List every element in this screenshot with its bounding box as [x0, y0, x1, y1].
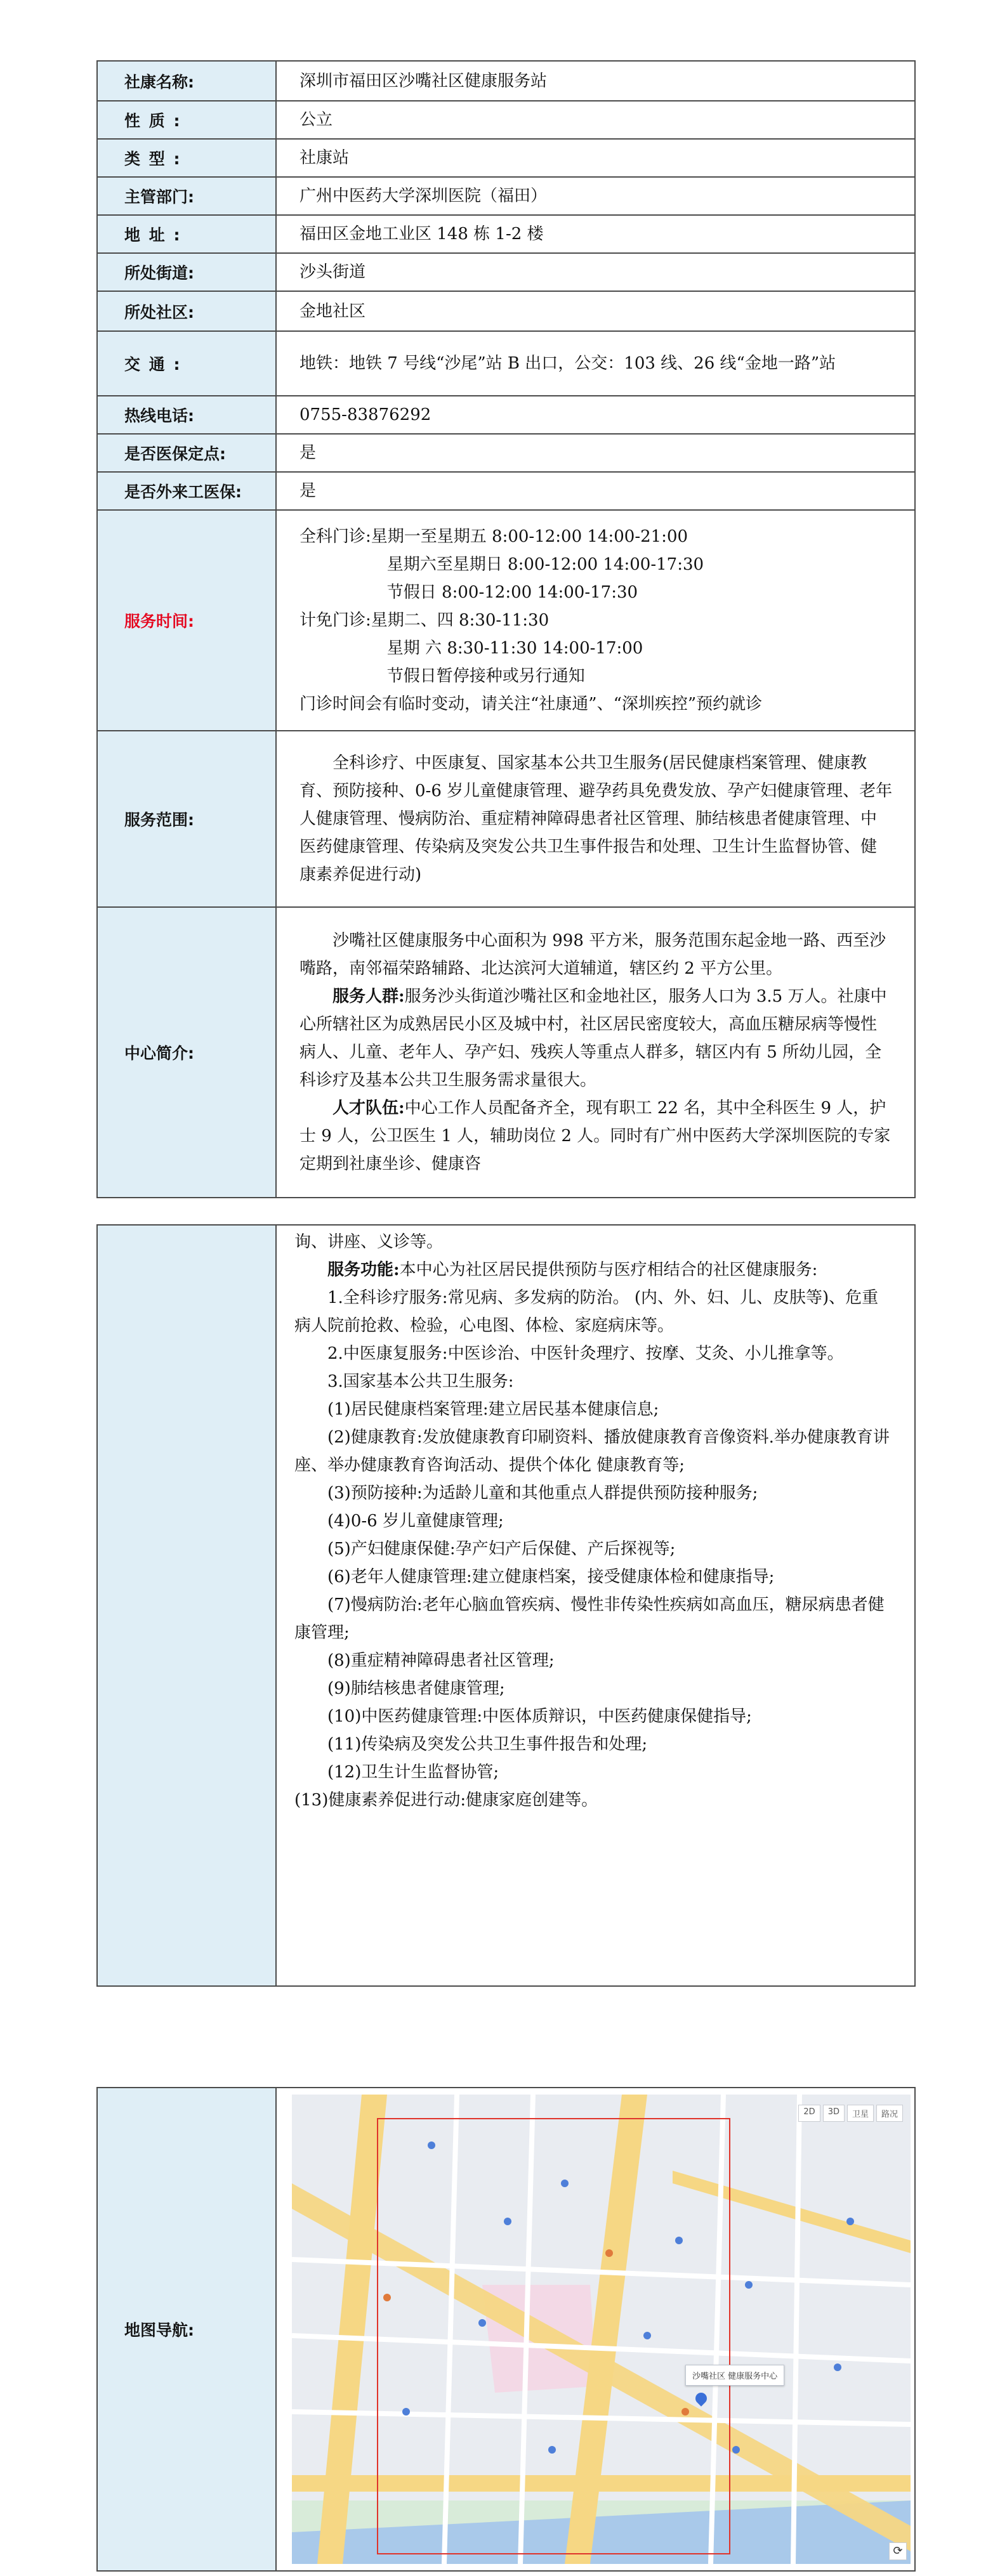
service-time-line: 节假日暂停接种或另行通知: [386, 667, 585, 686]
value-dept: 广州中医药大学深圳医院（福田）: [276, 177, 915, 215]
cont-s2: (2)健康教育:发放健康教育印刷资料、播放健康教育音像资料.举办健康教育讲座、举办健康教育咨询活动、提供个体化 健康教育等;: [294, 1428, 890, 1475]
label-dept: 主管部门:: [97, 177, 276, 215]
value-traffic: 地铁：地铁 7 号线“沙尾”站 B 出口，公交：103 线、26 线“金地一路”站: [276, 331, 915, 396]
label-nature: 性质:: [97, 101, 276, 139]
intro-p3: [299, 1094, 893, 1178]
value-street: 沙头街道: [276, 253, 915, 291]
label-continuation: [97, 1225, 276, 1986]
map-controls: [798, 2105, 903, 2122]
label-name: 社康名称:: [97, 61, 276, 101]
intro-p3-head: 人才队伍:: [332, 1099, 405, 1118]
map-2d-button[interactable]: 2D: [798, 2105, 820, 2122]
value-community: 金地社区: [276, 291, 915, 331]
map-traffic-button[interactable]: 路况: [876, 2105, 903, 2122]
label-migrant-insurance: 是否外来工医保:: [97, 472, 276, 510]
label-center-intro: 中心简介:: [97, 907, 276, 1198]
value-map: [276, 2088, 915, 2571]
intro-p3-text: 中心工作人员配备齐全，现有职工 22 名，其中全科医生 9 人，护士 9 人，公卫医生 1 人，辅助岗位 2 人。同时有广州中医药大学深圳医院的专家定期到社康坐诊、健康咨: [299, 1099, 891, 1174]
info-table: [96, 60, 916, 1198]
value-nature: 公立: [276, 101, 915, 139]
value-name: 深圳市福田区沙嘴社区健康服务站: [276, 61, 915, 101]
value-service-scope: [276, 731, 915, 907]
value-continuation: [276, 1225, 915, 1986]
cont-s1: (1)居民健康档案管理:建立居民基本健康信息;: [327, 1400, 659, 1419]
label-community: 所处社区:: [97, 291, 276, 331]
label-address: 地址:: [97, 215, 276, 253]
cont-s6: (6)老年人健康管理:建立健康档案，接受健康体检和健康指导;: [327, 1567, 775, 1586]
service-time-line: 门诊时间会有临时变动，请关注“社康通”、“深圳疾控”预约就诊: [299, 695, 763, 714]
cont-func-text: 本中心为社区居民提供预防与医疗相结合的社区健康服务:: [399, 1260, 818, 1279]
cont-s8: (8)重症精神障碍患者社区管理;: [327, 1651, 555, 1670]
row-street: [97, 253, 915, 291]
service-time-line: 全科门诊:星期一至星期五 8:00-12:00 14:00-21:00: [299, 527, 688, 546]
map-canvas[interactable]: [292, 2095, 911, 2564]
value-service-time: [276, 510, 915, 731]
cont-s11: (11)传染病及突发公共卫生事件报告和处理;: [327, 1735, 648, 1754]
cont-i3: 3.国家基本公共卫生服务:: [327, 1372, 514, 1391]
row-address: [97, 215, 915, 253]
label-traffic: 交通:: [97, 331, 276, 396]
intro-p2-text: 服务沙头街道沙嘴社区和金地社区，服务人口为 3.5 万人。社康中心所辖社区为成熟居民小区及城中村，社区居民密度较大，高血压糖尿病等慢性病人、儿童、老年人、孕产妇、残疾人等重点人群多，辖区内有 5 所幼儿园，全科诊疗及基本公共卫生服务需求量很大。: [299, 987, 887, 1090]
label-map: 地图导航:: [97, 2088, 276, 2571]
service-scope-text: 全科诊疗、中医康复、国家基本公共卫生服务(居民健康档案管理、健康教育、预防接种、0-6 岁儿童健康管理、避孕药具免费发放、孕产妇健康管理、老年人健康管理、慢病防治、重症精神障碍患者社区管理、肺结核患者健康管理、中医药健康管理、传染病及突发公共卫生事件报告和处理、卫生计生监督协管、健康素养促进行动): [299, 754, 893, 884]
value-medical-insurance: 是: [276, 434, 915, 472]
cont-s4: (4)0-6 岁儿童健康管理;: [327, 1512, 504, 1531]
intro-p2-head: 服务人群:: [332, 987, 405, 1006]
map-view[interactable]: [292, 2095, 911, 2564]
row-map: [97, 2088, 915, 2571]
label-hotline: 热线电话:: [97, 396, 276, 434]
row-service-time: [97, 510, 915, 731]
label-medical-insurance: 是否医保定点:: [97, 434, 276, 472]
service-time-line: 计免门诊:星期二、四 8:30-11:30: [299, 611, 550, 630]
cont-s3: (3)预防接种:为适龄儿童和其他重点人群提供预防接种服务;: [327, 1484, 758, 1503]
service-time-line: 星期 六 8:30-11:30 14:00-17:00: [386, 639, 643, 658]
value-center-intro: [276, 907, 915, 1198]
cont-s7: (7)慢病防治:老年心脑血管疾病、慢性非传染性疾病如高血压，糖尿病患者健康管理;: [294, 1595, 885, 1642]
row-service-scope: [97, 731, 915, 907]
row-continuation: [97, 1225, 915, 1986]
row-dept: [97, 177, 915, 215]
map-3d-button[interactable]: 3D: [823, 2105, 845, 2122]
service-time-line: 节假日 8:00-12:00 14:00-17:30: [386, 583, 638, 602]
refresh-icon[interactable]: ⟳: [889, 2542, 907, 2560]
row-type: [97, 139, 915, 177]
row-medical-insurance: [97, 434, 915, 472]
label-type: 类型:: [97, 139, 276, 177]
value-type: 社康站: [276, 139, 915, 177]
row-nature: [97, 101, 915, 139]
value-hotline: 0755-83876292: [276, 396, 915, 434]
row-name: [97, 61, 915, 101]
label-street: 所处街道:: [97, 253, 276, 291]
cont-i1: 1.全科诊疗服务:常见病、多发病的防治。 (内、外、妇、儿、皮肤等)、危重病人院前抢救、检验，心电图、体检、家庭病床等。: [294, 1288, 879, 1335]
cont-s13: (13)健康素养促进行动:健康家庭创建等。: [294, 1791, 598, 1810]
cont-i2: 2.中医康复服务:中医诊治、中医针灸理疗、按摩、艾灸、小儿推拿等。: [327, 1344, 844, 1363]
cont-s5: (5)产妇健康保健:孕产妇产后保健、产后探视等;: [327, 1540, 676, 1559]
row-community: [97, 291, 915, 331]
cont-s12: (12)卫生计生监督协管;: [327, 1763, 499, 1782]
value-migrant-insurance: 是: [276, 472, 915, 510]
row-traffic: [97, 331, 915, 396]
row-center-intro: [97, 907, 915, 1198]
map-satellite-button[interactable]: 卫星: [847, 2105, 874, 2122]
cont-func-head: 服务功能:: [327, 1260, 400, 1279]
map-table: [96, 2087, 916, 2572]
intro-p1: 沙嘴社区健康服务中心面积为 998 平方米，服务范围东起金地一路、西至沙嘴路，南邻福荣路辅路、北达滨河大道辅道，辖区约 2 平方公里。: [299, 931, 886, 978]
row-hotline: [97, 396, 915, 434]
cont-s10: (10)中医药健康管理:中医体质辩识，中医药健康保健指导;: [327, 1707, 752, 1726]
label-service-time: 服务时间:: [97, 510, 276, 731]
value-address: 福田区金地工业区 148 栋 1-2 楼: [276, 215, 915, 253]
label-service-scope: 服务范围:: [97, 731, 276, 907]
map-location-callout[interactable]: 沙嘴社区 健康服务中心: [685, 2365, 784, 2386]
cont-c0: 询、讲座、义诊等。: [294, 1232, 444, 1252]
cont-func: [294, 1256, 893, 1284]
continuation-table: [96, 1224, 916, 1987]
cont-s9: (9)肺结核患者健康管理;: [327, 1679, 505, 1698]
intro-p2: [299, 983, 893, 1094]
row-migrant-insurance: [97, 472, 915, 510]
service-time-line: 星期六至星期日 8:00-12:00 14:00-17:30: [386, 555, 704, 574]
